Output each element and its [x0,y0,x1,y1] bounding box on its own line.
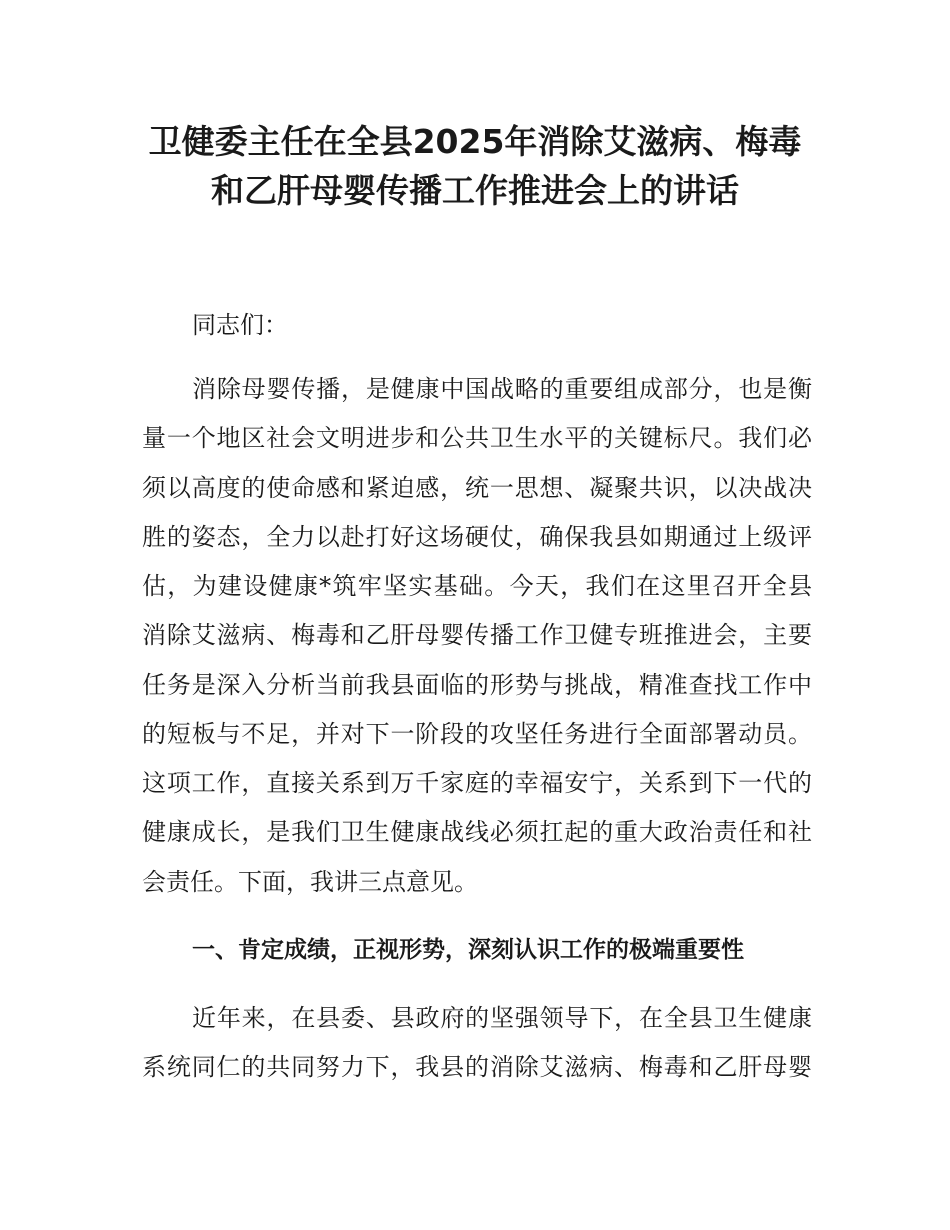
paragraph-1-line: 消除艾滋病、梅毒和乙肝母婴传播工作卫健专班推进会，主要 [142,621,812,649]
paragraph-1-line: 健康成长，是我们卫生健康战线必须扛起的重大政治责任和社 [142,818,812,846]
paragraph-1-line: 的短板与不足，并对下一阶段的攻坚任务进行全面部署动员。 [142,720,812,748]
paragraph-1-line: 量一个地区社会文明进步和公共卫生水平的关键标尺。我们必 [142,424,812,452]
paragraph-1-line: 估，为建设健康*筑牢坚实基础。今天，我们在这里召开全县 [142,572,812,600]
salutation: 同志们： [192,311,288,339]
document-title-line-2: 和乙肝母婴传播工作推进会上的讲话 [211,171,739,210]
paragraph-1-line: 会责任。下面，我讲三点意见。 [142,868,478,896]
document-title-line-1: 卫健委主任在全县2025年消除艾滋病、梅毒 [148,122,802,161]
section-heading-1: 一、肯定成绩，正视形势，深刻认识工作的极端重要性 [192,937,744,963]
paragraph-1-line: 任务是深入分析当前我县面临的形势与挑战，精准查找工作中 [142,671,812,699]
paragraph-1-line: 这项工作，直接关系到万千家庭的幸福安宁，关系到下一代的 [142,769,812,797]
paragraph-1-line: 须以高度的使命感和紧迫感，统一思想、凝聚共识，以决战决 [142,474,812,502]
paragraph-2-line: 近年来，在县委、县政府的坚强领导下，在全县卫生健康 [192,1004,812,1032]
paragraph-1-line: 消除母婴传播，是健康中国战略的重要组成部分，也是衡 [192,375,812,403]
paragraph-2-line: 系统同仁的共同努力下，我县的消除艾滋病、梅毒和乙肝母婴 [142,1053,812,1081]
paragraph-1-line: 胜的姿态，全力以赴打好这场硬仗，确保我县如期通过上级评 [142,523,812,551]
